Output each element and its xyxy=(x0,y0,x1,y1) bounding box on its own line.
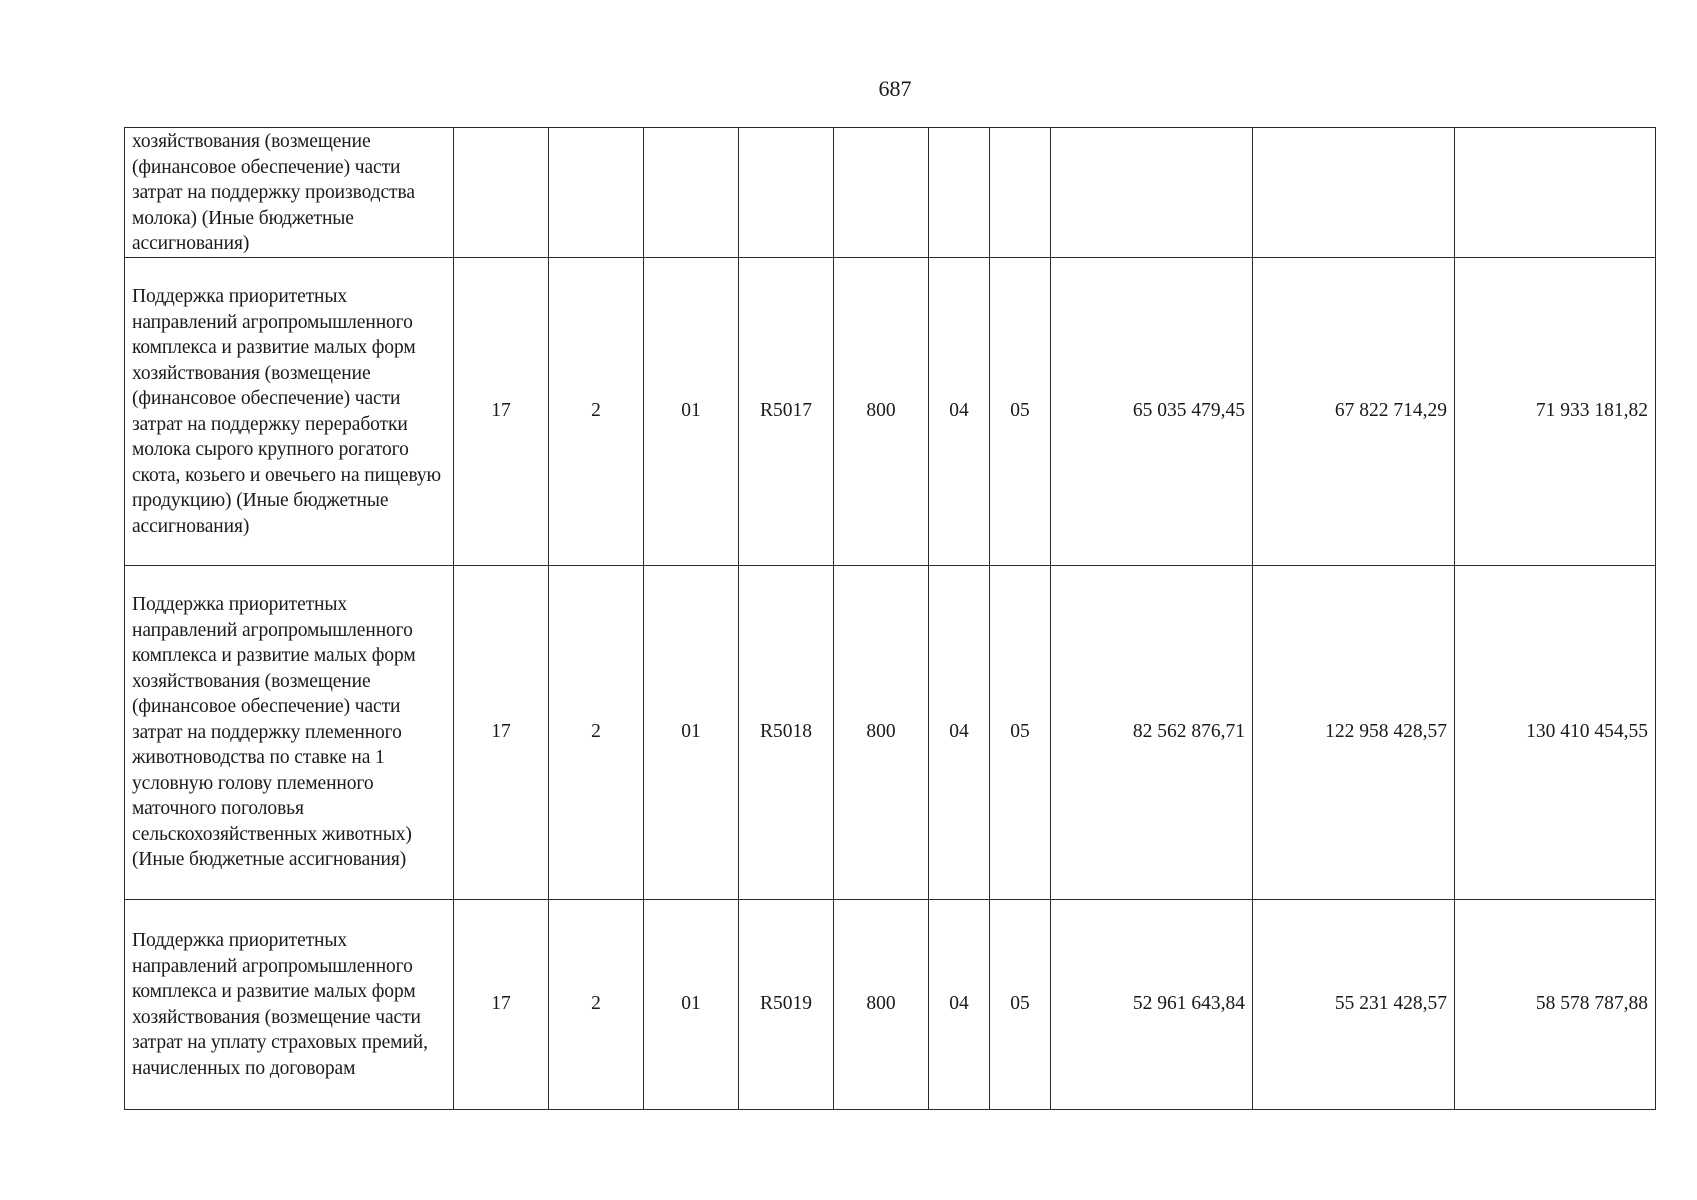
subsection-code-cell: 05 xyxy=(990,565,1051,899)
amount-cell-2: 122 958 428,57 xyxy=(1253,565,1455,899)
row-description: Поддержка приоритетных направлений агропромышленного комплекса и развитие малых форм хозяйствования (возмещение (финансовое обеспечение) части затрат на поддержку племенного животноводства по ставке на 1 условную голову племенного маточного поголовья сельскохозяйственных животных) (Иные бюджетные ассигнования) xyxy=(125,565,454,899)
table-row xyxy=(125,128,1656,258)
program-code-cell xyxy=(454,128,549,258)
main-event-code-cell: 01 xyxy=(644,565,739,899)
direction-code-cell: R5018 xyxy=(739,565,834,899)
section-code-cell: 04 xyxy=(929,899,990,1109)
direction-code-cell: R5019 xyxy=(739,899,834,1109)
subprogram-code-cell: 2 xyxy=(549,257,644,565)
program-code-cell: 17 xyxy=(454,257,549,565)
subprogram-code-cell xyxy=(549,128,644,258)
section-code-cell: 04 xyxy=(929,257,990,565)
page-number: 687 xyxy=(878,76,912,101)
program-code-cell: 17 xyxy=(454,565,549,899)
amount-cell-1: 65 035 479,45 xyxy=(1051,257,1253,565)
row-description: хозяйствования (возмещение (финансовое обеспечение) части затрат на поддержку производства молока) (Иные бюджетные ассигнования) xyxy=(125,128,454,258)
expense-type-cell xyxy=(834,128,929,258)
row-description: Поддержка приоритетных направлений агропромышленного комплекса и развитие малых форм хозяйствования (возмещение (финансовое обеспечение) части затрат на поддержку переработки молока сырого крупного рогатого скота, козьего и овечьего на пищевую продукцию) (Иные бюджетные ассигнования) xyxy=(125,257,454,565)
subprogram-code-cell: 2 xyxy=(549,565,644,899)
subsection-code-cell xyxy=(990,128,1051,258)
expense-type-cell: 800 xyxy=(834,899,929,1109)
table-row xyxy=(125,565,1656,899)
main-event-code-cell xyxy=(644,128,739,258)
amount-cell-1: 82 562 876,71 xyxy=(1051,565,1253,899)
amount-cell-3: 58 578 787,88 xyxy=(1455,899,1656,1109)
amount-cell-3: 130 410 454,55 xyxy=(1455,565,1656,899)
subprogram-code-cell: 2 xyxy=(549,899,644,1109)
amount-cell-2 xyxy=(1253,128,1455,258)
subsection-code-cell: 05 xyxy=(990,899,1051,1109)
program-code-cell: 17 xyxy=(454,899,549,1109)
amount-cell-1 xyxy=(1051,128,1253,258)
main-event-code-cell: 01 xyxy=(644,257,739,565)
main-event-code-cell: 01 xyxy=(644,899,739,1109)
amount-cell-2: 67 822 714,29 xyxy=(1253,257,1455,565)
row-description: Поддержка приоритетных направлений агропромышленного комплекса и развитие малых форм хозяйствования (возмещение части затрат на уплату страховых премий, начисленных по договорам xyxy=(125,899,454,1109)
amount-cell-2: 55 231 428,57 xyxy=(1253,899,1455,1109)
expense-type-cell: 800 xyxy=(834,565,929,899)
table-row xyxy=(125,899,1656,1109)
direction-code-cell xyxy=(739,128,834,258)
section-code-cell: 04 xyxy=(929,565,990,899)
table-row xyxy=(125,257,1656,565)
expense-type-cell: 800 xyxy=(834,257,929,565)
section-code-cell xyxy=(929,128,990,258)
amount-cell-3: 71 933 181,82 xyxy=(1455,257,1656,565)
direction-code-cell: R5017 xyxy=(739,257,834,565)
amount-cell-3 xyxy=(1455,128,1656,258)
budget-table xyxy=(124,127,1656,1110)
subsection-code-cell: 05 xyxy=(990,257,1051,565)
amount-cell-1: 52 961 643,84 xyxy=(1051,899,1253,1109)
